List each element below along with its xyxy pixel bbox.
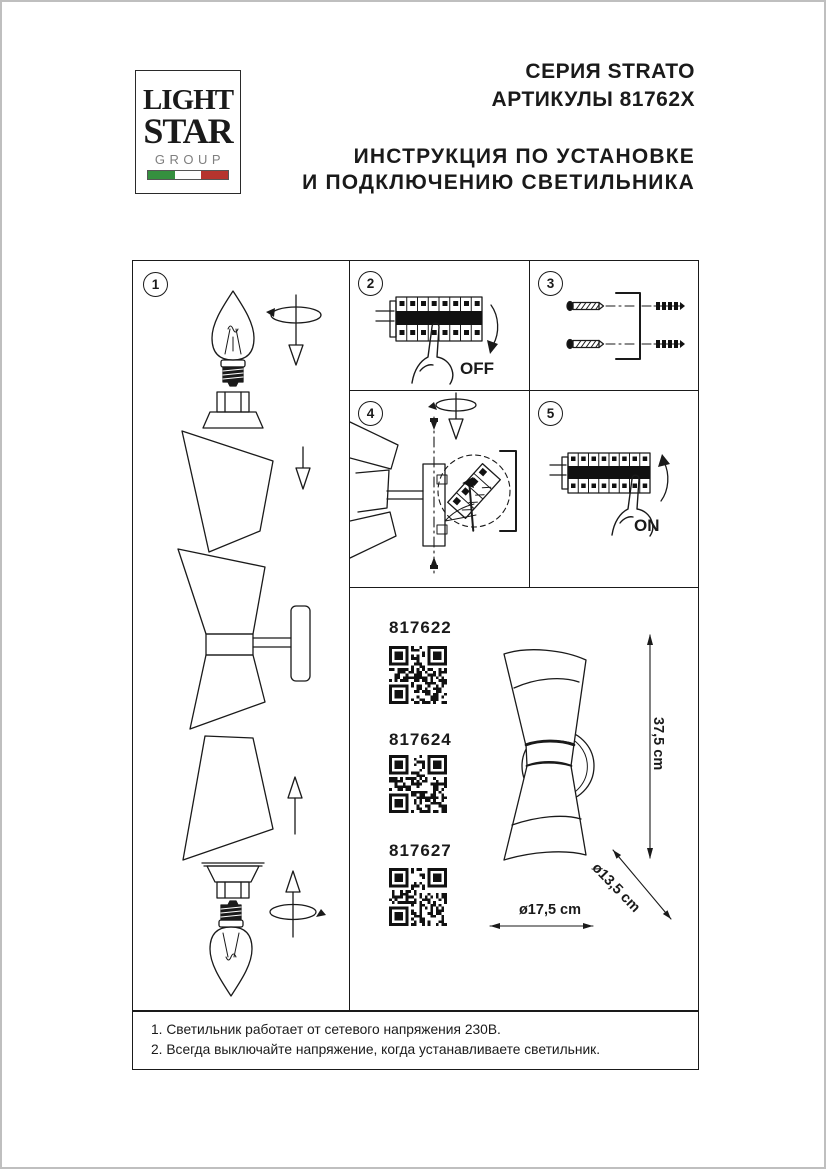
flag-green-segment bbox=[148, 171, 175, 179]
socket-cup-inverted-icon bbox=[202, 863, 264, 898]
qr-code bbox=[389, 646, 447, 704]
rotate-up-arrow-icon bbox=[270, 871, 326, 937]
screw-icon-bottom bbox=[567, 340, 604, 349]
wall-plate-icon bbox=[423, 464, 447, 546]
lamp-body-drawing bbox=[178, 549, 310, 729]
mounting-bracket-icon bbox=[616, 293, 640, 359]
bulb-top-icon bbox=[212, 291, 254, 386]
rotate-arrow-icon bbox=[428, 393, 476, 439]
magnifier-detail bbox=[438, 455, 511, 531]
screw-icon-top bbox=[567, 302, 604, 311]
shade-cone-upper bbox=[182, 431, 273, 552]
width-dimension-line bbox=[490, 923, 593, 929]
screw-top-icon bbox=[430, 418, 438, 430]
down-arrow-icon bbox=[296, 447, 310, 489]
arrow-up-curved-icon bbox=[658, 454, 670, 501]
step1-panel bbox=[133, 261, 350, 1011]
height-dimension-label: 37,5 cm bbox=[650, 717, 666, 771]
circuit-breaker-icon bbox=[376, 297, 482, 341]
logo-word-group: GROUP bbox=[154, 152, 226, 167]
step2-panel bbox=[350, 261, 530, 391]
safety-notes bbox=[132, 1010, 699, 1070]
step4-panel bbox=[350, 391, 530, 588]
instruction-title bbox=[302, 144, 695, 196]
safety-note-2: 2. Всегда выключайте напряжение, когда устанавливаете светильник. bbox=[151, 1042, 601, 1057]
detail-bracket-icon bbox=[500, 451, 516, 531]
article-number: 817624 bbox=[389, 730, 452, 749]
lightstar-logo bbox=[135, 70, 241, 194]
article-number: 817627 bbox=[389, 841, 452, 860]
series-title: СЕРИЯ STRATO bbox=[525, 60, 695, 83]
bulb-bottom-icon bbox=[210, 901, 252, 996]
safety-note-1: 1. Светильник работает от сетевого напряжения 230В. bbox=[151, 1022, 501, 1037]
product-panel bbox=[350, 588, 698, 1011]
instruction-title-line2: И ПОДКЛЮЧЕНИЮ СВЕТИЛЬНИКА bbox=[302, 171, 695, 194]
on-label: ON bbox=[634, 516, 660, 535]
italian-flag-bar bbox=[147, 170, 229, 180]
logo-word-star: STAR bbox=[143, 111, 233, 151]
off-label: OFF bbox=[460, 359, 494, 378]
step5-badge: 5 bbox=[538, 401, 563, 426]
step2-badge: 2 bbox=[358, 271, 383, 296]
flag-white-segment bbox=[175, 171, 202, 179]
up-arrow-icon bbox=[288, 777, 302, 834]
wall-anchor-icon-top bbox=[654, 302, 685, 310]
articles-title: АРТИКУЛЫ 81762X bbox=[491, 88, 695, 111]
step3-badge: 3 bbox=[538, 271, 563, 296]
lamp-side-view bbox=[350, 422, 423, 558]
shade-diameter-label: ø13,5 cm bbox=[588, 860, 644, 916]
lamp-front-view bbox=[504, 650, 594, 860]
instruction-title-line1: ИНСТРУКЦИЯ ПО УСТАНОВКЕ bbox=[353, 145, 695, 168]
qr-code bbox=[389, 868, 447, 926]
step4-badge: 4 bbox=[358, 401, 383, 426]
arrow-down-curved-icon bbox=[487, 305, 498, 354]
logo-word-light: LIGHT bbox=[142, 84, 234, 116]
wall-anchor-icon-bottom bbox=[654, 340, 685, 348]
rotate-down-arrow-icon bbox=[266, 295, 321, 365]
step1-badge: 1 bbox=[143, 272, 168, 297]
exploded-view-drawing bbox=[133, 261, 348, 1009]
instruction-grid bbox=[132, 260, 699, 1012]
circuit-breaker-icon bbox=[550, 453, 650, 493]
article-number: 817622 bbox=[389, 618, 452, 637]
flag-red-segment bbox=[201, 171, 228, 179]
header-titles bbox=[302, 58, 695, 196]
step5-panel bbox=[530, 391, 698, 588]
socket-cup-icon bbox=[203, 392, 263, 428]
qr-code bbox=[389, 755, 447, 813]
step3-panel bbox=[530, 261, 698, 391]
shade-cone-lower bbox=[183, 736, 273, 860]
screw-bottom-icon bbox=[430, 557, 438, 569]
width-dimension-label: ø17,5 cm bbox=[518, 902, 582, 918]
